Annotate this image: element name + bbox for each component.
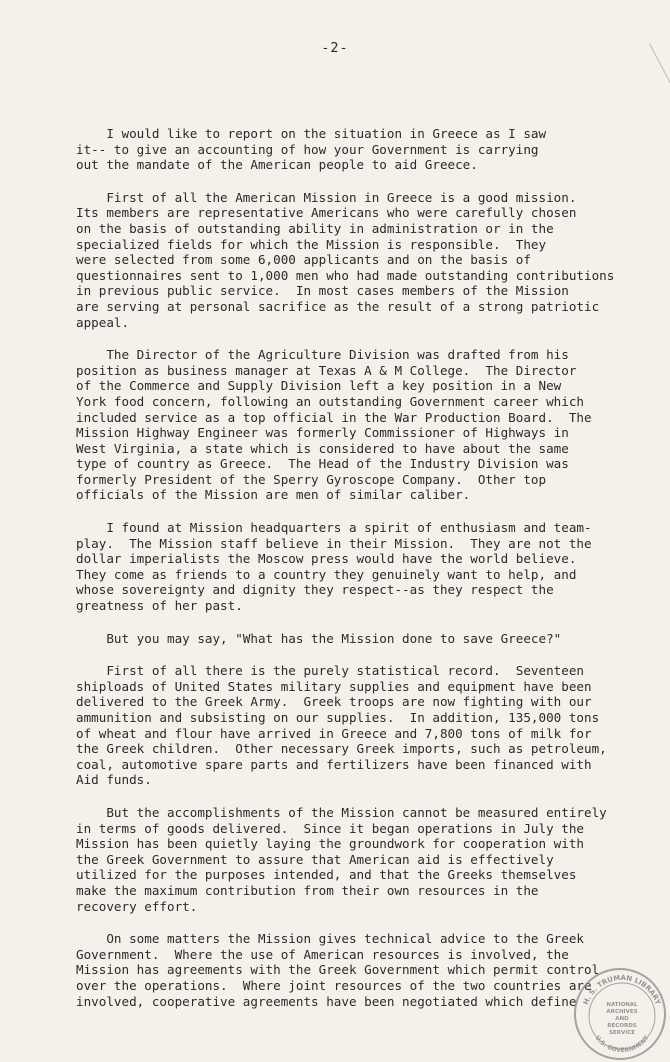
text-line: Government. Where the use of American resources is involved, the — [76, 946, 569, 962]
text-line: I would like to report on the situation in Greece as I saw — [76, 126, 547, 141]
text-line: greatness of her past. — [76, 598, 243, 614]
text-line: First of all the American Mission in Greece is a good mission. — [76, 189, 577, 205]
text-line: on the basis of outstanding ability in administration or in the — [76, 220, 554, 236]
text-line: First of all there is the purely statistical record. Seventeen — [76, 663, 584, 679]
text-line: over the operations. Where joint resources of the two countries are — [76, 977, 592, 993]
paragraph-7 — [76, 805, 636, 914]
text-line: I found at Mission headquarters a spirit of enthusiasm and team- — [76, 520, 592, 536]
paragraph-5 — [76, 631, 636, 647]
text-line: appeal. — [76, 314, 130, 330]
text-line: utilized for the purposes intended, and that the Greeks themselves — [76, 867, 577, 883]
text-line: Mission has been quietly laying the groundwork for cooperation with — [76, 836, 584, 852]
text-line: in terms of goods delivered. Since it began operations in July the — [76, 820, 584, 836]
text-line: They come as friends to a country they genuinely want to help, and — [76, 566, 577, 582]
text-line: type of country as Greece. The Head of the Industry Division was — [76, 456, 569, 472]
text-line: dollar imperialists the Moscow press would have the world believe. — [76, 551, 577, 567]
page-number: -2- — [321, 40, 349, 56]
text-line: But the accomplishments of the Mission cannot be measured entirely — [76, 804, 607, 820]
text-line: York food concern, following an outstanding Government career which — [76, 393, 584, 409]
text-line: involved, cooperative agreements have been negotiated which define — [76, 993, 577, 1009]
text-line: delivered to the Greek Army. Greek troops are now fighting with our — [76, 694, 592, 710]
stamp-line: ARCHIVES AND — [606, 1009, 638, 1022]
text-line: the Greek children. Other necessary Greek imports, such as petroleum, — [76, 741, 607, 757]
paragraph-3 — [76, 347, 636, 503]
text-line: questionnaires sent to 1,000 men who had made outstanding contributions — [76, 267, 615, 283]
text-line: it-- to give an accounting of how your Government is carrying — [76, 141, 539, 157]
text-line: the Greek Government to assure that American aid is effectively — [76, 851, 554, 867]
text-line: formerly President of the Sperry Gyroscope Company. Other top — [76, 471, 547, 487]
text-line: Aid funds. — [76, 772, 152, 788]
archive-stamp — [574, 968, 666, 1060]
paragraph-6 — [76, 663, 636, 788]
stamp-line: SERVICE — [608, 1030, 636, 1036]
text-line: position as business manager at Texas A & M College. The Director — [76, 362, 577, 378]
text-line: were selected from some 6,000 applicants and on the basis of — [76, 252, 531, 268]
text-line: coal, automotive spare parts and fertilizers have been financed with — [76, 756, 592, 772]
text-line: The Director of the Agriculture Division was drafted from his — [76, 347, 569, 363]
text-line: make the maximum contribution from their own resources in the — [76, 882, 539, 898]
text-line: specialized fields for which the Mission is responsible. They — [76, 236, 547, 252]
text-line: Mission Highway Engineer was formerly Commissioner of Highways in — [76, 425, 569, 441]
text-line: in previous public service. In most cases members of the Mission — [76, 283, 569, 299]
text-line: shiploads of United States military supplies and equipment have been — [76, 678, 592, 694]
text-line: whose sovereignty and dignity they respect--as they respect the — [76, 582, 554, 598]
paragraph-2 — [76, 190, 636, 330]
stamp-arc-text: H. S. TRUMAN LIBRARY — [581, 973, 663, 1006]
stamp-center-text — [600, 1002, 644, 1037]
text-line: recovery effort. — [76, 898, 198, 914]
text-line: officials of the Mission are men of similar caliber. — [76, 487, 471, 503]
stamp-line: RECORDS — [607, 1023, 637, 1029]
text-line: On some matters the Mission gives technical advice to the Greek — [76, 931, 584, 947]
paragraph-8 — [76, 931, 636, 1009]
paragraph-4 — [76, 520, 636, 614]
text-line: Mission has agreements with the Greek Government which permit control — [76, 962, 600, 978]
text-line: play. The Mission staff believe in their Mission. They are not the — [76, 535, 592, 551]
text-line: of the Commerce and Supply Division left a key position in a New — [76, 378, 562, 394]
text-line: are serving at personal sacrifice as the result of a strong patriotic — [76, 298, 600, 314]
stamp-bottom-text: U.S. GOVERNMENT — [593, 1034, 651, 1055]
text-line: ammunition and subsisting on our supplies. In addition, 135,000 tons — [76, 710, 600, 725]
letter-body — [76, 126, 636, 1026]
text-line: But you may say, "What has the Mission done to save Greece?" — [76, 630, 562, 646]
text-line: out the mandate of the American people to aid Greece. — [76, 157, 478, 173]
text-line: included service as a top official in the War Production Board. The — [76, 409, 592, 425]
stamp-line: NATIONAL — [606, 1002, 638, 1008]
text-line: Its members are representative Americans who were carefully chosen — [76, 205, 577, 221]
text-line: West Virginia, a state which is considered to have about the same — [76, 440, 569, 456]
paragraph-1 — [76, 126, 636, 173]
text-line: of wheat and flour have arrived in Greece and 7,800 tons of milk for — [76, 725, 592, 741]
